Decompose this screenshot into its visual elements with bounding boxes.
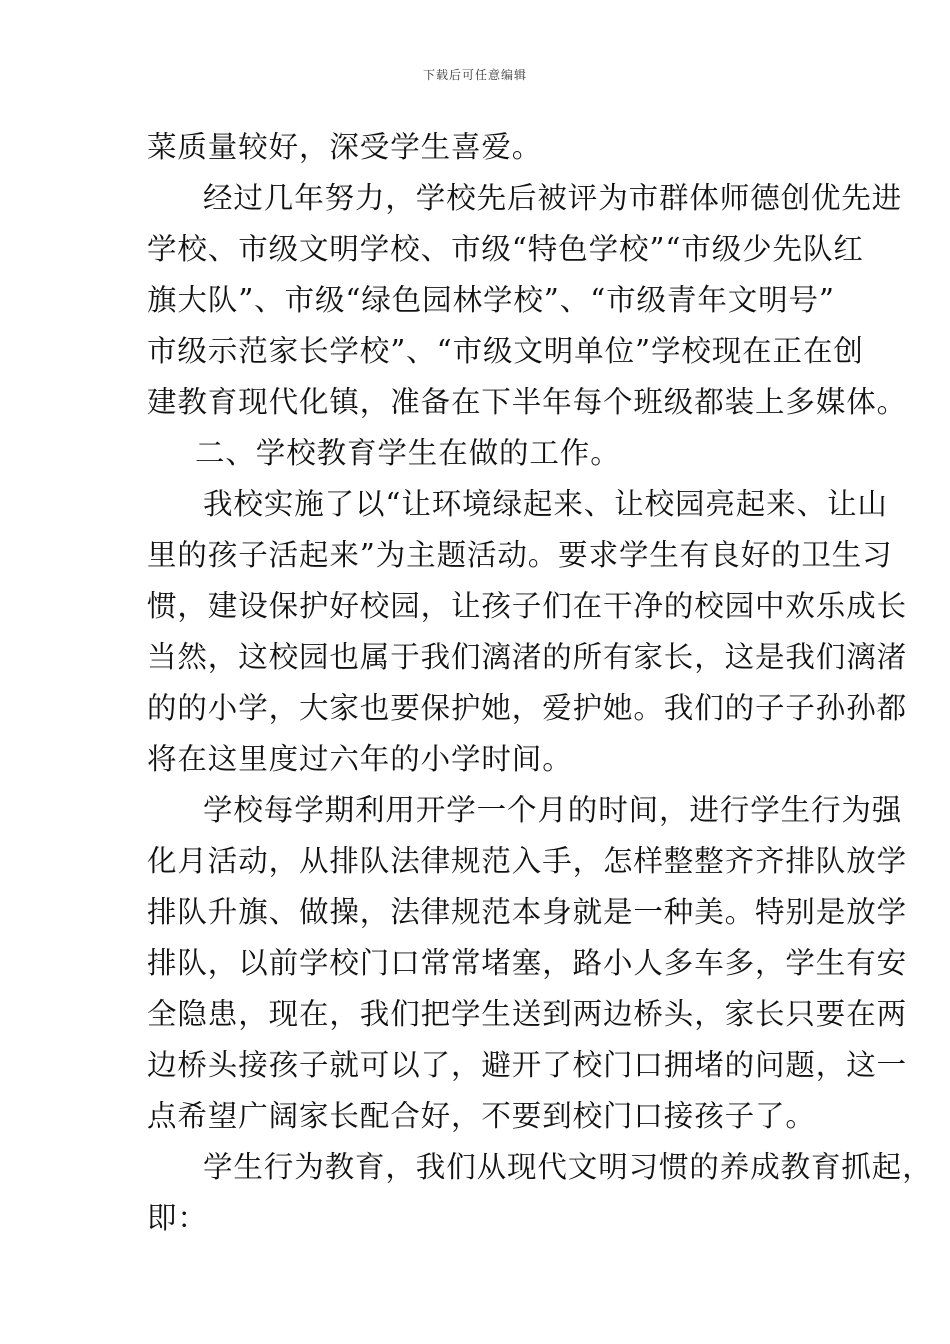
text-line: 全隐患，现在，我们把学生送到两边桥头，家长只要在两: [147, 997, 908, 1031]
text-line: 市级示范家长学校”、“市级文明单位”学校现在正在创: [147, 334, 864, 368]
text-line: 点希望广阔家长配合好，不要到校门口接孩子了。: [147, 1099, 816, 1133]
text-line: 菜质量较好，深受学生喜爱。: [147, 130, 543, 164]
paragraph-first-line: 学生行为教育，我们从现代文明习惯的养成教育抓起，: [203, 1150, 933, 1184]
text-line: 惯，建设保护好校园，让孩子们在干净的校园中欢乐成长: [147, 589, 908, 623]
text-line: 排队升旗、做操，法律规范本身就是一种美。特别是放学: [147, 895, 908, 929]
text-line: 将在这里度过六年的小学时间。: [147, 742, 573, 776]
text-line: 旗大队”、市级“绿色园林学校”、“市级青年文明号”: [147, 283, 835, 317]
text-line: 建教育现代化镇，准备在下半年每个班级都装上多媒体。: [147, 385, 908, 419]
text-line: 的的小学，大家也要保护她，爱护她。我们的子子孙孙都: [147, 691, 908, 725]
text-line: 当然，这校园也属于我们漓渚的所有家长，这是我们漓渚: [147, 640, 908, 674]
paragraph-first-line: 我校实施了以“让环境绿起来、让校园亮起来、让山: [203, 487, 888, 521]
paragraph-first-line: 学校每学期利用开学一个月的时间，进行学生行为强: [203, 793, 903, 827]
text-line: 学校、市级文明学校、市级“特色学校”“市级少先队红: [147, 232, 864, 266]
document-body: [147, 122, 933, 1244]
paragraph-first-line: 经过几年努力，学校先后被评为市群体师德创优先进: [203, 181, 903, 215]
text-line: 边桥头接孩子就可以了，避开了校门口拥堵的问题，这一: [147, 1048, 908, 1082]
text-line: 化月活动，从排队法律规范入手，怎样整整齐齐排队放学: [147, 844, 908, 878]
page-header-note: 下载后可任意编辑: [422, 68, 527, 82]
text-line: 里的孩子活起来”为主题活动。要求学生有良好的卫生习: [147, 538, 893, 572]
section-heading: 二、学校教育学生在做的工作。: [195, 436, 621, 470]
text-line: 即：: [147, 1201, 208, 1235]
text-line: 排队，以前学校门口常常堵塞，路小人多车多，学生有安: [147, 946, 908, 980]
